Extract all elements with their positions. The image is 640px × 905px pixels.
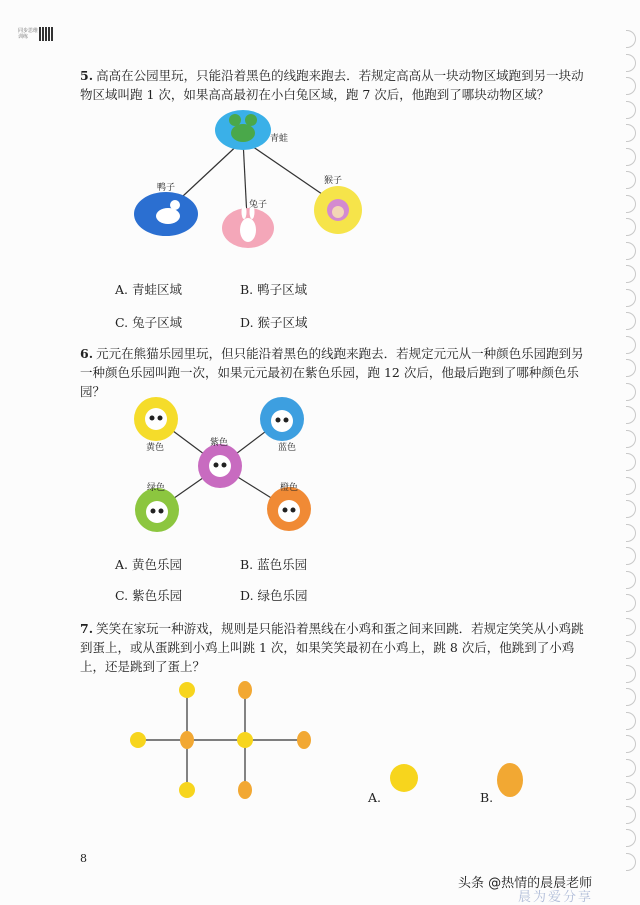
q6-label-green: 绿色 [147,483,166,493]
q5-option-d[interactable]: D. 猴子区域 [240,315,308,330]
answer-b-egg-icon[interactable] [497,763,523,797]
q6-label-yellow: 黄色 [146,443,165,453]
q6-option-b[interactable]: B. 蓝色乐园 [240,557,308,572]
answer-a-chick-icon[interactable] [390,764,418,792]
question-5-text: 高高在公园里玩，只能沿着黑色的线跑来跑去．若规定高高从一块动物区域跑到另一块动物区域叫跑 1 次，如果高高最初在小白兔区域，跑 7 次后，他跑到了哪块动物区域？ [80,68,584,102]
question-6-text: 元元在熊猫乐园里玩，但只能沿着黑色的线跑来跑去．若规定元元从一种颜色乐园跑到另一种颜色乐园叫跑一次，如果元元最初在紫色乐园，跑 12 次后，他最后跑到了哪种颜色乐园？ [80,346,584,399]
egg-icon[interactable] [297,731,311,749]
q5-option-c[interactable]: C. 兔子区域 [115,315,183,330]
egg-icon[interactable] [238,781,252,799]
chick-icon[interactable] [130,732,146,748]
chick-icon[interactable] [179,782,195,798]
q6-option-a[interactable]: A. 黄色乐园 [115,557,182,572]
watermark-source: 头条 @热情的晨晨老师 [458,876,593,891]
watermark-faded: 晨为爱分享 [518,890,594,905]
q5-option-b[interactable]: B. 鸭子区域 [240,282,308,297]
q6-label-purple: 紫色 [210,438,229,448]
q5-label-monkey: 猴子 [324,176,343,186]
q7-option-b[interactable]: B. [480,790,494,805]
q6-option-d[interactable]: D. 绿色乐园 [240,588,308,603]
egg-icon[interactable] [238,681,252,699]
q6-label-blue: 蓝色 [278,443,297,453]
q5-label-rabbit: 兔子 [249,200,268,210]
q6-option-c[interactable]: C. 紫色乐园 [115,588,183,603]
question-7-text: 笑笑在家玩一种游戏，规则是只能沿着黑线在小鸡和蛋之间来回跳．若规定笑笑从小鸡跳到蛋上，或从蛋跳到小鸡上叫跳 1 次，如果笑笑最初在小鸡上，跳 8 次后，他跳到了小鸡上，还是跳到了蛋上？ [80,621,584,674]
q5-option-a[interactable]: A. 青蛙区域 [115,282,182,297]
q5-label-frog: 青蛙 [270,134,289,144]
q7-option-a[interactable]: A. [368,790,382,805]
q6-label-orange: 橙色 [280,483,299,493]
chick-icon[interactable] [179,682,195,698]
question-5-number: 5. [80,68,94,83]
question-7-number: 7. [80,621,94,636]
q5-label-duck: 鸭子 [157,183,176,193]
header-small-text: 同步思维训练 [18,28,39,40]
chick-icon[interactable] [237,732,253,748]
egg-icon[interactable] [180,731,194,749]
page-number: 8 [80,852,87,865]
question-6-number: 6. [80,346,94,361]
